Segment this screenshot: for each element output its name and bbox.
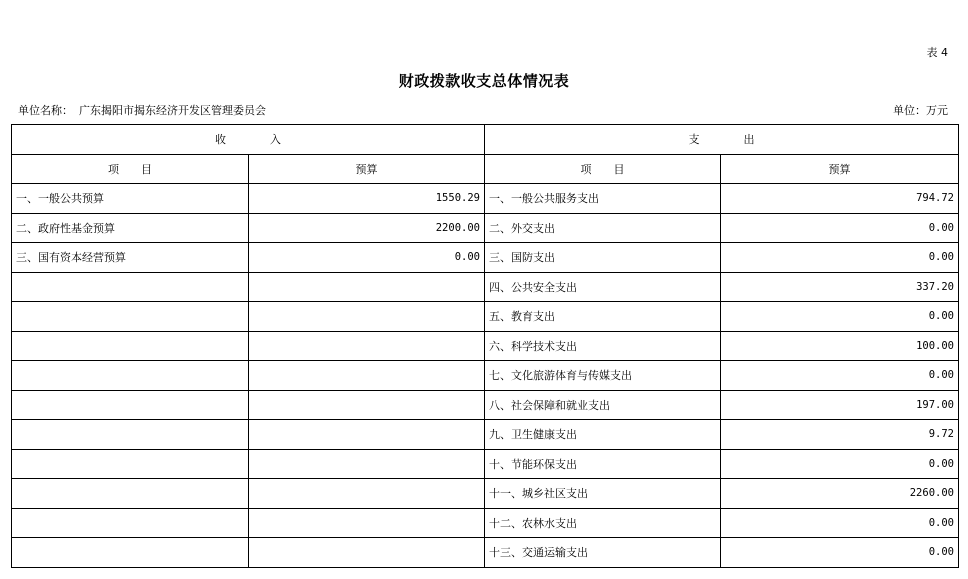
income-budget-cell: 0.00 bbox=[249, 243, 485, 273]
table-row bbox=[12, 479, 959, 509]
budget-table bbox=[11, 124, 959, 568]
income-budget-cell bbox=[249, 331, 485, 361]
income-budget-cell bbox=[249, 479, 485, 509]
expense-item-cell: 十、节能环保支出 bbox=[485, 449, 721, 479]
unit-name-label: 单位名称： bbox=[18, 104, 73, 117]
expense-item-cell: 三、国防支出 bbox=[485, 243, 721, 273]
expense-budget-cell: 337.20 bbox=[721, 272, 959, 302]
income-item-cell: 二、政府性基金预算 bbox=[12, 213, 249, 243]
page-title: 财政拨款收支总体情况表 bbox=[398, 72, 570, 90]
unit-name-value: 广东揭阳市揭东经济开发区管理委员会 bbox=[79, 104, 266, 117]
income-budget-cell bbox=[249, 361, 485, 391]
table-row bbox=[12, 213, 959, 243]
income-budget-cell: 1550.29 bbox=[249, 184, 485, 214]
expense-budget-cell: 0.00 bbox=[721, 302, 959, 332]
table-row bbox=[12, 538, 959, 568]
expense-budget-cell: 794.72 bbox=[721, 184, 959, 214]
income-budget-cell bbox=[249, 508, 485, 538]
expense-budget-cell: 0.00 bbox=[721, 213, 959, 243]
table-row bbox=[12, 508, 959, 538]
table-row bbox=[12, 272, 959, 302]
income-item-cell bbox=[12, 331, 249, 361]
income-item-cell bbox=[12, 538, 249, 568]
table-row bbox=[12, 449, 959, 479]
income-budget-header: 预算 bbox=[249, 154, 485, 184]
expense-item-cell: 五、教育支出 bbox=[485, 302, 721, 332]
unit-name bbox=[18, 102, 266, 118]
money-unit: 单位：万元 bbox=[893, 104, 948, 117]
table-row bbox=[12, 184, 959, 214]
expense-budget-cell: 9.72 bbox=[721, 420, 959, 450]
income-item-cell bbox=[12, 420, 249, 450]
table-row bbox=[12, 361, 959, 391]
table-row bbox=[12, 331, 959, 361]
income-budget-cell bbox=[249, 420, 485, 450]
income-budget-cell bbox=[249, 272, 485, 302]
expense-budget-cell: 0.00 bbox=[721, 361, 959, 391]
income-item-cell bbox=[12, 508, 249, 538]
expense-item-cell: 一、一般公共服务支出 bbox=[485, 184, 721, 214]
table-row bbox=[12, 302, 959, 332]
income-header: 收 入 bbox=[12, 125, 485, 155]
income-budget-cell bbox=[249, 302, 485, 332]
income-item-header: 项 目 bbox=[12, 154, 249, 184]
table-row bbox=[12, 390, 959, 420]
expense-budget-cell: 197.00 bbox=[721, 390, 959, 420]
expense-item-cell: 十一、城乡社区支出 bbox=[485, 479, 721, 509]
income-item-cell bbox=[12, 302, 249, 332]
expense-item-cell: 六、科学技术支出 bbox=[485, 331, 721, 361]
expense-budget-cell: 0.00 bbox=[721, 449, 959, 479]
income-budget-cell bbox=[249, 538, 485, 568]
income-item-cell bbox=[12, 272, 249, 302]
income-item-cell: 一、一般公共预算 bbox=[12, 184, 249, 214]
income-item-cell bbox=[12, 361, 249, 391]
expense-budget-cell: 2260.00 bbox=[721, 479, 959, 509]
expense-item-cell: 十三、交通运输支出 bbox=[485, 538, 721, 568]
expense-item-cell: 四、公共安全支出 bbox=[485, 272, 721, 302]
income-budget-cell bbox=[249, 390, 485, 420]
income-item-cell bbox=[12, 390, 249, 420]
expense-item-cell: 二、外交支出 bbox=[485, 213, 721, 243]
income-budget-cell: 2200.00 bbox=[249, 213, 485, 243]
expense-item-cell: 九、卫生健康支出 bbox=[485, 420, 721, 450]
expense-item-header: 项 目 bbox=[485, 154, 721, 184]
income-item-cell bbox=[12, 449, 249, 479]
expense-budget-cell: 100.00 bbox=[721, 331, 959, 361]
expense-budget-header: 预算 bbox=[721, 154, 959, 184]
expense-header: 支 出 bbox=[485, 125, 959, 155]
expense-budget-cell: 0.00 bbox=[721, 538, 959, 568]
expense-item-cell: 八、社会保障和就业支出 bbox=[485, 390, 721, 420]
expense-item-cell: 七、文化旅游体育与传媒支出 bbox=[485, 361, 721, 391]
column-header-row bbox=[12, 154, 959, 184]
income-budget-cell bbox=[249, 449, 485, 479]
table-row bbox=[12, 420, 959, 450]
expense-item-cell: 十二、农林水支出 bbox=[485, 508, 721, 538]
expense-budget-cell: 0.00 bbox=[721, 508, 959, 538]
income-item-cell bbox=[12, 479, 249, 509]
section-header-row bbox=[12, 125, 959, 155]
table-number: 表 4 bbox=[926, 46, 948, 59]
expense-budget-cell: 0.00 bbox=[721, 243, 959, 273]
table-row bbox=[12, 243, 959, 273]
income-item-cell: 三、国有资本经营预算 bbox=[12, 243, 249, 273]
